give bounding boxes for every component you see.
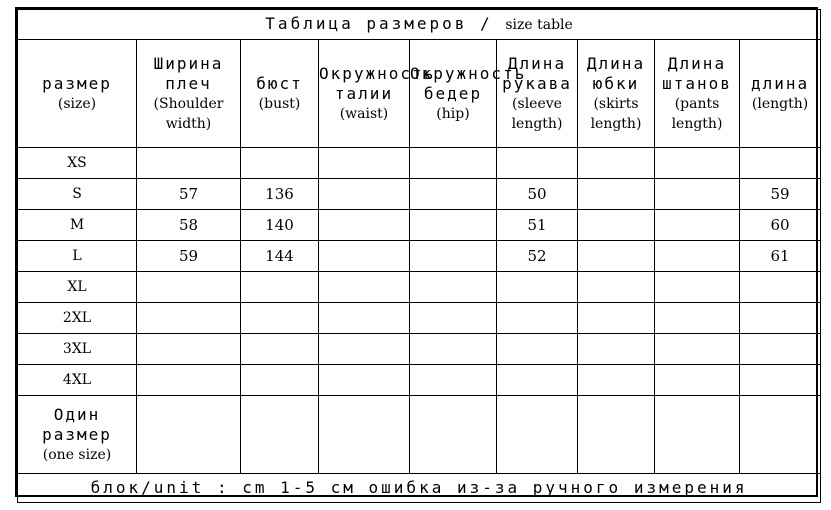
table-cell [578, 241, 655, 272]
table-cell: 59 [740, 179, 821, 210]
table-cell [497, 334, 578, 365]
header-length [740, 40, 821, 148]
table-cell [319, 148, 410, 179]
table-cell [655, 334, 740, 365]
header-bust [241, 40, 319, 148]
header-en: (pants length) [671, 95, 723, 132]
table-cell [137, 272, 241, 303]
header-ru: бюст [256, 73, 303, 93]
table-cell [578, 210, 655, 241]
table-cell [497, 396, 578, 474]
table-cell [319, 303, 410, 334]
header-waist [319, 40, 436, 148]
table-cell [319, 272, 410, 303]
table-cell [241, 396, 319, 474]
table-row [18, 272, 821, 303]
header-ru: Длина рукава [502, 53, 572, 93]
header-en: (Shoulder width) [153, 95, 224, 132]
table-cell [410, 396, 497, 474]
table-row [18, 303, 821, 334]
table-cell [410, 210, 497, 241]
table-cell [410, 241, 497, 272]
table-cell [410, 148, 497, 179]
table-cell [319, 210, 410, 241]
table-cell [410, 179, 497, 210]
table-cell: 140 [241, 210, 319, 241]
table-body [18, 148, 821, 474]
table-cell [137, 334, 241, 365]
header-en: (hip) [436, 105, 470, 122]
row-size-label: S [18, 179, 137, 210]
header-row [18, 40, 821, 148]
header-ru: длина [750, 73, 810, 93]
row-size-label: 3XL [18, 334, 137, 365]
header-en: (sleeve length) [511, 95, 563, 132]
table-cell [740, 303, 821, 334]
table-cell [497, 148, 578, 179]
table-cell [410, 272, 497, 303]
title-sep: / [467, 14, 506, 33]
table-cell [578, 272, 655, 303]
table-cell [578, 365, 655, 396]
table-cell [241, 365, 319, 396]
table-cell [137, 365, 241, 396]
table-cell [655, 148, 740, 179]
table-cell [655, 179, 740, 210]
title-en: size table [505, 17, 573, 33]
table-cell [319, 334, 410, 365]
header-hip [410, 40, 527, 148]
row-size-label [18, 396, 137, 474]
table-row [18, 148, 821, 179]
table-cell [241, 334, 319, 365]
table-cell [578, 179, 655, 210]
size-en: (one size) [42, 446, 112, 463]
table-cell [740, 148, 821, 179]
header-ru: Окружность бедер [410, 63, 527, 103]
header-en: (size) [57, 95, 97, 112]
table-cell [137, 148, 241, 179]
table-cell: 51 [497, 210, 578, 241]
table-cell: 52 [497, 241, 578, 272]
table-cell: 59 [137, 241, 241, 272]
table-cell [319, 396, 410, 474]
row-size-label: XL [18, 272, 137, 303]
table-cell: 61 [740, 241, 821, 272]
table-cell [740, 334, 821, 365]
row-size-label: 4XL [18, 365, 137, 396]
table-cell [319, 365, 410, 396]
header-en: (bust) [258, 95, 301, 112]
table-row [18, 179, 821, 210]
table-cell [319, 241, 410, 272]
table-row [18, 365, 821, 396]
table-title [18, 10, 821, 40]
header-sleeve [497, 40, 578, 148]
table-cell [497, 303, 578, 334]
size-ru: Один размер [42, 404, 112, 444]
header-ru: Окружность талии [319, 63, 436, 103]
table-cell: 50 [497, 179, 578, 210]
row-size-label: M [18, 210, 137, 241]
title-ru: Таблица размеров [265, 14, 468, 33]
table-cell: 60 [740, 210, 821, 241]
header-size [18, 40, 137, 148]
table-cell [578, 148, 655, 179]
table-cell [578, 334, 655, 365]
header-shoulder [137, 40, 241, 148]
table-cell [241, 303, 319, 334]
header-en: (skirts length) [590, 95, 642, 132]
table-cell [497, 272, 578, 303]
table-row [18, 241, 821, 272]
table-cell [578, 396, 655, 474]
table-row [18, 334, 821, 365]
table-cell [241, 148, 319, 179]
row-size-label: XS [18, 148, 137, 179]
row-size-label: 2XL [18, 303, 137, 334]
header-ru: Длина штанов [662, 53, 732, 93]
header-ru: Длина юбки [586, 53, 646, 93]
header-en: (length) [751, 95, 809, 112]
table-cell [137, 396, 241, 474]
table-cell [410, 334, 497, 365]
table-cell [241, 272, 319, 303]
table-row [18, 210, 821, 241]
header-ru: размер [42, 73, 112, 93]
table-cell [655, 272, 740, 303]
table-cell: 57 [137, 179, 241, 210]
table-cell [578, 303, 655, 334]
header-pants [655, 40, 740, 148]
table-cell [655, 365, 740, 396]
header-skirt [578, 40, 655, 148]
table-cell [655, 210, 740, 241]
table-cell [655, 241, 740, 272]
header-en: (waist) [339, 105, 389, 122]
table-cell [740, 272, 821, 303]
table-cell [137, 303, 241, 334]
table-cell [655, 303, 740, 334]
header-ru: Ширина плеч [153, 53, 224, 93]
table-cell: 144 [241, 241, 319, 272]
table-row [18, 396, 821, 474]
table-cell [410, 303, 497, 334]
size-table [17, 9, 821, 503]
size-table-frame [15, 7, 818, 497]
row-size-label: L [18, 241, 137, 272]
table-cell [319, 179, 410, 210]
table-cell [410, 365, 497, 396]
table-cell [655, 396, 740, 474]
table-cell: 136 [241, 179, 319, 210]
table-cell [740, 365, 821, 396]
table-cell [497, 365, 578, 396]
table-cell: 58 [137, 210, 241, 241]
table-cell [740, 396, 821, 474]
table-footer: блок/unit : cm 1-5 см ошибка из-за ручного измерения [18, 474, 821, 503]
